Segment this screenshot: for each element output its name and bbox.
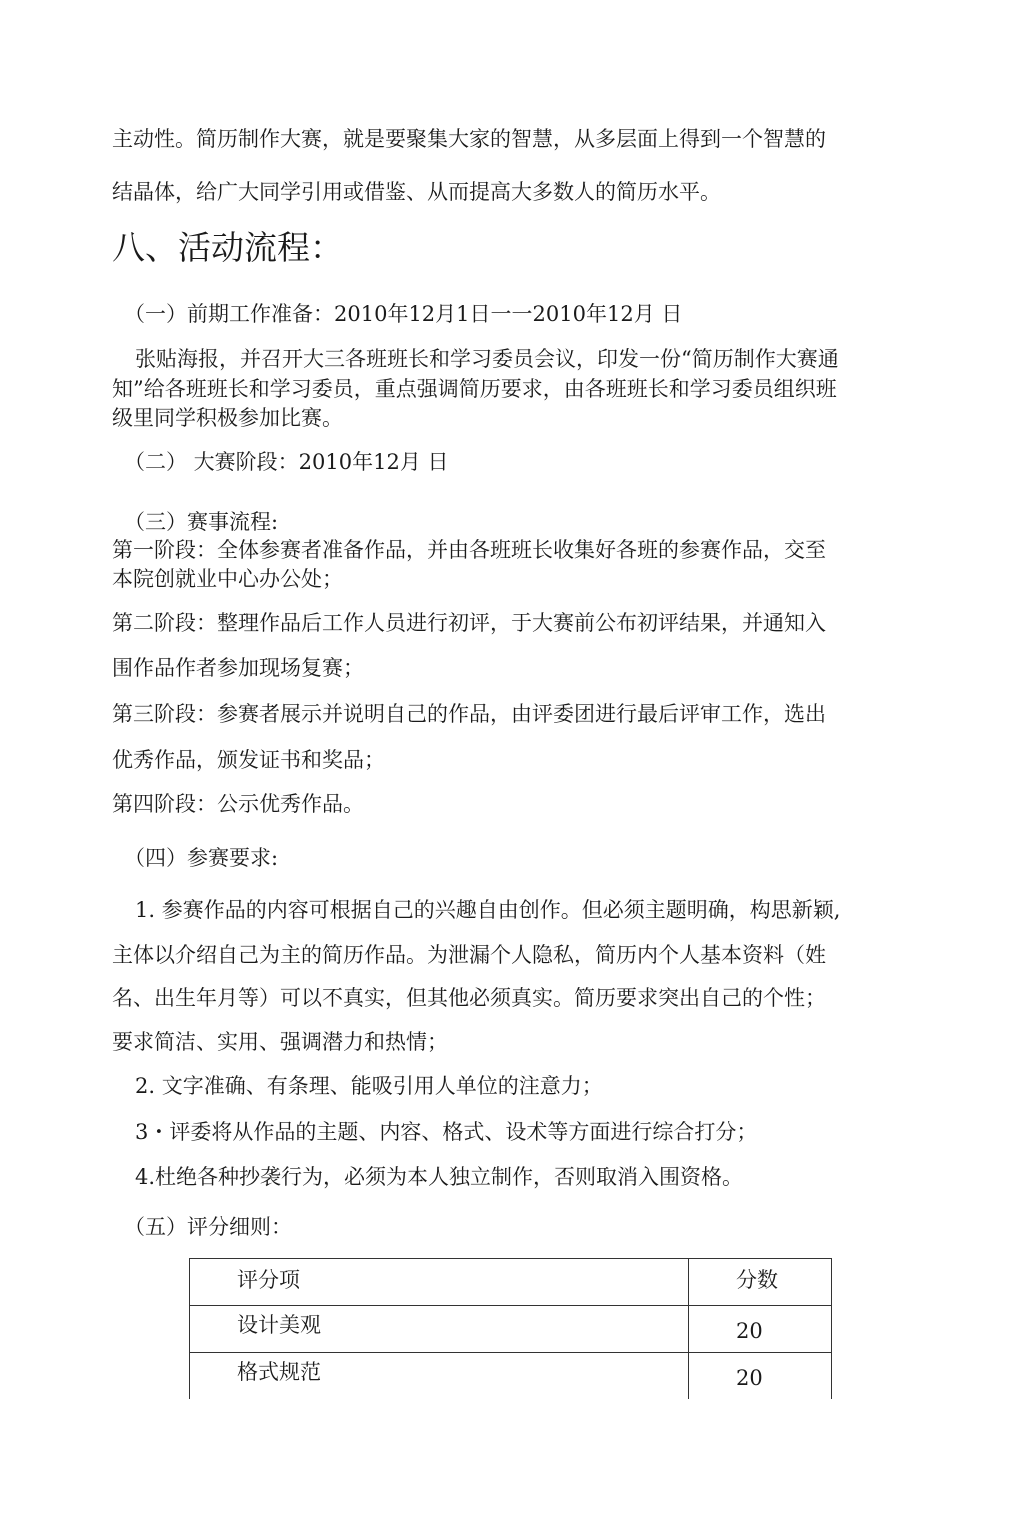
req1-line-4: 要求简洁、实用、强调潜力和热情； bbox=[112, 1030, 448, 1054]
item-label: 格式规范 bbox=[237, 1360, 321, 1384]
part2-title: （二） 大赛阶段：2010年12月 日 bbox=[124, 450, 449, 474]
stage2-line-2: 围作品作者参加现场复赛； bbox=[112, 656, 364, 680]
part1-paragraph-line-3: 级里同学积极参加比赛。 bbox=[112, 406, 343, 430]
req4-line: 4.杜绝各种抄袭行为，必须为本人独立制作，否则取消入围资格。 bbox=[135, 1165, 744, 1189]
table-row bbox=[190, 1306, 832, 1353]
header-score-label: 分数 bbox=[736, 1268, 778, 1292]
stage3-line-1: 第三阶段：参赛者展示并说明自己的作品，由评委团进行最后评审工作，选出 bbox=[112, 702, 826, 726]
stage1-line-1: 第一阶段：全体参赛者准备作品，并由各班班长收集好各班的参赛作品，交至 bbox=[112, 538, 826, 562]
score-value: 20 bbox=[736, 1366, 763, 1390]
item-cell bbox=[190, 1306, 689, 1353]
item-cell bbox=[190, 1353, 689, 1400]
req3-line: 3・评委将从作品的主题、内容、格式、设术等方面进行综合打分； bbox=[135, 1120, 758, 1144]
score-cell bbox=[689, 1306, 832, 1353]
section-heading: 八、活动流程： bbox=[112, 228, 343, 267]
stage3-line-2: 优秀作品，颁发证书和奖品； bbox=[112, 748, 385, 772]
stage1-line-2: 本院创就业中心办公处； bbox=[112, 567, 343, 591]
part4-title: （四）参赛要求: bbox=[124, 846, 279, 870]
req1-line-1: 1. 参赛作品的内容可根据自己的兴趣自由创作。但必须主题明确，构思新颖, bbox=[135, 898, 841, 922]
req1-line-3: 名、出生年月等）可以不真实，但其他必须真实。简历要求突出自己的个性； bbox=[112, 986, 826, 1010]
part3-title: （三）赛事流程: bbox=[124, 510, 279, 534]
header-score-cell bbox=[689, 1259, 832, 1306]
part5-title: （五）评分细则： bbox=[124, 1215, 292, 1239]
part1-paragraph-line-2: 知”给各班班长和学习委员，重点强调简历要求，由各班班长和学习委员组织班 bbox=[112, 377, 837, 401]
header-item-label: 评分项 bbox=[237, 1268, 300, 1292]
score-value: 20 bbox=[736, 1319, 763, 1343]
req2-line: 2. 文字准确、有条理、能吸引用人单位的注意力； bbox=[135, 1074, 603, 1098]
header-item-cell bbox=[190, 1259, 689, 1306]
item-label: 设计美观 bbox=[237, 1313, 321, 1337]
intro-line-1: 主动性。简历制作大赛，就是要聚集大家的智慧，从多层面上得到一个智慧的 bbox=[112, 127, 826, 151]
table-row bbox=[190, 1353, 832, 1400]
table-header-row bbox=[190, 1259, 832, 1306]
score-cell bbox=[689, 1353, 832, 1400]
score-table bbox=[189, 1258, 832, 1399]
intro-line-2: 结晶体，给广大同学引用或借鉴、从而提高大多数人的简历水平。 bbox=[112, 180, 721, 204]
part1-title: （一）前期工作准备：2010年12月1日一一2010年12月 日 bbox=[124, 302, 683, 326]
part1-paragraph-line-1: 张贴海报，并召开大三各班班长和学习委员会议，印发一份“简历制作大赛通 bbox=[135, 347, 839, 371]
req1-line-2: 主体以介绍自己为主的简历作品。为泄漏个人隐私，简历内个人基本资料（姓 bbox=[112, 943, 826, 967]
stage4-line: 第四阶段：公示优秀作品。 bbox=[112, 792, 364, 816]
stage2-line-1: 第二阶段：整理作品后工作人员进行初评，于大赛前公布初评结果，并通知入 bbox=[112, 611, 826, 635]
